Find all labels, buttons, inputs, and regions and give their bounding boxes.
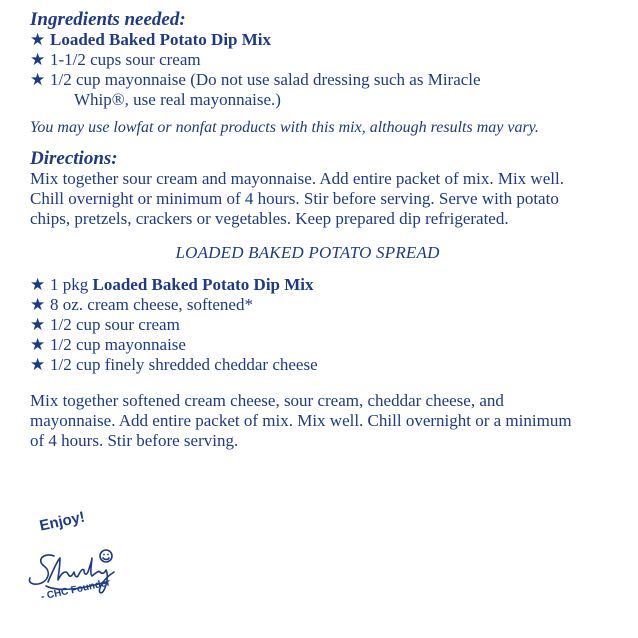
list-item bbox=[30, 50, 620, 70]
star-icon: ★ bbox=[30, 30, 46, 49]
directions-heading: Directions: bbox=[30, 148, 118, 169]
list-item bbox=[30, 355, 620, 375]
ingredient-text: 1/2 cup mayonnaise bbox=[50, 335, 186, 354]
product-name: Loaded Baked Potato Dip Mix bbox=[92, 275, 314, 294]
enjoy-text: Enjoy! bbox=[38, 508, 87, 535]
star-icon: ★ bbox=[30, 355, 46, 374]
star-icon: ★ bbox=[30, 50, 46, 69]
list-item-continuation bbox=[30, 90, 620, 110]
ingredient-text: 1/2 cup sour cream bbox=[50, 315, 180, 334]
ingredient-text: 8 oz. cream cheese, softened* bbox=[50, 295, 253, 314]
star-icon: ★ bbox=[30, 295, 46, 314]
ingredients-heading: Ingredients needed: bbox=[30, 9, 186, 30]
star-icon: ★ bbox=[30, 335, 46, 354]
ingredient-text: 1-1/2 cups sour cream bbox=[50, 50, 201, 69]
list-item bbox=[30, 275, 620, 295]
ingredient-text: 1/2 cup finely shredded cheddar cheese bbox=[50, 355, 318, 374]
signature-block bbox=[18, 508, 148, 622]
list-item bbox=[30, 295, 620, 315]
lowfat-note: You may use lowfat or nonfat products with this mix, although results may vary. bbox=[30, 119, 539, 136]
spread-title: LOADED BAKED POTATO SPREAD bbox=[175, 243, 440, 262]
star-icon: ★ bbox=[30, 315, 46, 334]
list-item bbox=[30, 315, 620, 335]
star-icon: ★ bbox=[30, 70, 46, 89]
ingredient-prefix: 1 pkg bbox=[50, 275, 93, 294]
star-icon: ★ bbox=[30, 275, 46, 294]
spread-directions-text: Mix together softened cream cheese, sour cream, cheddar cheese, and mayonnaise. Add entire packet of mix. Mix well. Chill overnight or a minimum of 4 hours. Stir before serving. bbox=[30, 391, 572, 450]
list-item bbox=[30, 70, 620, 90]
founder-caption: - CHC Founder bbox=[40, 577, 112, 603]
directions-text: Mix together sour cream and mayonnaise. Add entire packet of mix. Mix well. Chill overnight or minimum of 4 hours. Stir before serving. Serve with potato chips, pretzels, crackers or vegetables. Keep prepared dip refrigerated. bbox=[30, 169, 564, 228]
ingredient-text: Whip®, use real mayonnaise.) bbox=[74, 90, 281, 109]
ingredient-text: 1/2 cup mayonnaise (Do not use salad dressing such as Miracle bbox=[50, 70, 481, 89]
list-item bbox=[30, 335, 620, 355]
ingredients-list bbox=[30, 30, 620, 110]
product-name: Loaded Baked Potato Dip Mix bbox=[50, 30, 272, 49]
spread-ingredients-list bbox=[30, 275, 620, 375]
recipe-page bbox=[30, 10, 620, 451]
signature-graphic bbox=[18, 512, 148, 622]
list-item bbox=[30, 30, 620, 50]
